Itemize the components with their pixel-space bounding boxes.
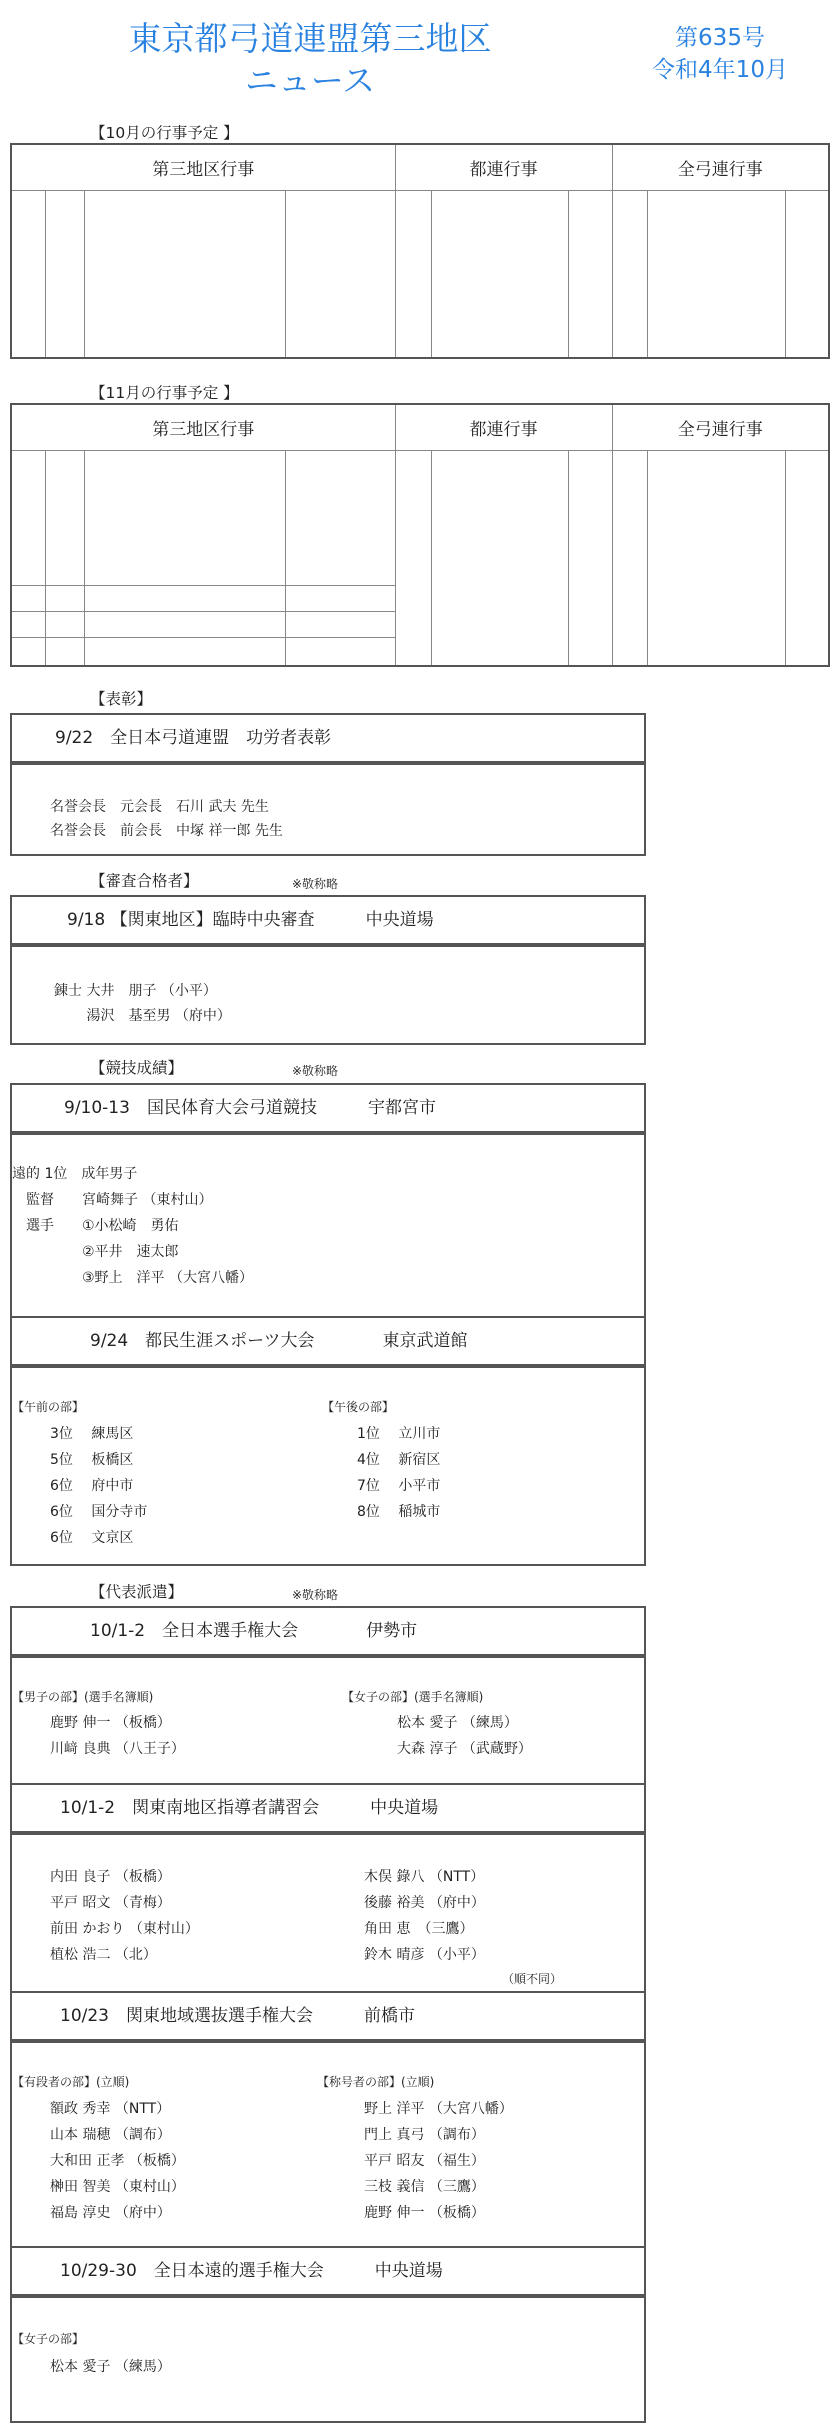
- exam-body: [10, 945, 646, 1045]
- rank: 4位: [357, 1452, 380, 1468]
- comp2-body: [10, 1366, 646, 1566]
- rep1-left-head: 【男子の部】(選手名簿順): [12, 1690, 154, 1704]
- rep1-title: 10/1-2 全日本選手権大会 伊勢市: [10, 1606, 646, 1656]
- oct-toren-cell: [395, 191, 612, 359]
- rep2-title: 10/1-2 関東南地区指導者講習会 中央道場: [10, 1783, 646, 1833]
- issue-date: 令和4年10月: [652, 57, 788, 83]
- rep1-right-head: 【女子の部】(選手名簿順): [342, 1690, 484, 1704]
- comp2-left-row: [50, 1503, 147, 1521]
- comp1-line: ②平井 速太郎: [12, 1244, 179, 1260]
- rank: 3位: [50, 1426, 73, 1442]
- oct-schedule-label: 【10月の行事予定 】: [90, 124, 239, 142]
- team: 府中市: [91, 1478, 134, 1494]
- comp1-line: 選手 ①小松崎 勇佑: [12, 1218, 179, 1234]
- comp2-left-head: 【午前の部】: [12, 1400, 85, 1414]
- rep-label: 【代表派遣】: [90, 1583, 184, 1601]
- nov-schedule-table: [10, 403, 830, 667]
- comp2-left-row: [50, 1425, 133, 1443]
- title-line-1: 東京都弓道連盟第三地区: [128, 19, 492, 58]
- award-title: 9/22 全日本弓道連盟 功労者表彰: [10, 713, 646, 763]
- team: 小平市: [398, 1478, 441, 1494]
- rank: 8位: [357, 1504, 380, 1520]
- oct-district-cell: [11, 191, 395, 359]
- rep3-left-line: 山本 瑞穂 （調布）: [50, 2127, 171, 2143]
- comp1-title: 9/10-13 国民体育大会弓道競技 宇都宮市: [10, 1083, 646, 1133]
- rep3-left-line: 福島 淳史 （府中）: [50, 2205, 171, 2221]
- team: 稲城市: [398, 1504, 441, 1520]
- comp-label: 【競技成績】: [90, 1059, 184, 1077]
- comp2-title: 9/24 都民生涯スポーツ大会 東京武道館: [10, 1316, 646, 1366]
- rep3-left-line: 額政 秀幸 （NTT）: [50, 2101, 171, 2117]
- comp2-right-row: [357, 1477, 440, 1495]
- rank: 6位: [50, 1530, 73, 1546]
- rep1-left-line: 川﨑 良典 （八王子）: [50, 1741, 185, 1757]
- team: 国分寺市: [91, 1504, 148, 1520]
- rep2-right-line: 木俣 錄八 （NTT）: [364, 1869, 485, 1885]
- exam-label: 【審査合格者】: [90, 872, 199, 890]
- team: 立川市: [398, 1426, 441, 1442]
- comp2-left-row: [50, 1529, 133, 1547]
- award-line: 名誉会長 前会長 中塚 祥一郎 先生: [50, 823, 283, 839]
- award-line: 名誉会長 元会長 石川 武夫 先生: [50, 799, 269, 815]
- nov-col-zenkyu: 全弓連行事: [612, 404, 829, 451]
- rank: 6位: [50, 1478, 73, 1494]
- rep2-left-line: 植松 浩二 （北）: [50, 1947, 157, 1963]
- rep3-left-line: 榊田 智美 （東村山）: [50, 2179, 185, 2195]
- rank: 5位: [50, 1452, 73, 1468]
- title-line-2: ニュース: [244, 61, 376, 100]
- rep4-title: 10/29-30 全日本遠的選手権大会 中央道場: [10, 2246, 646, 2296]
- issue-number: 第635号: [675, 25, 765, 51]
- comp1-line: 遠的 1位 成年男子: [12, 1166, 138, 1182]
- comp1-line: 監督 宮崎舞子 （東村山）: [12, 1192, 213, 1208]
- nov-district-cell: [11, 451, 395, 667]
- award-label: 【表彰】: [90, 690, 153, 708]
- team: 板橋区: [91, 1452, 134, 1468]
- oct-col-zenkyu: 全弓連行事: [612, 144, 829, 191]
- rep2-note: （順不同）: [502, 1972, 563, 1986]
- oct-zenkyu-cell: [612, 191, 829, 359]
- rep4-head: 【女子の部】: [12, 2332, 85, 2346]
- rank: 6位: [50, 1504, 73, 1520]
- issue-info: [650, 22, 790, 86]
- rep1-right-line: 大森 淳子 （武蔵野）: [397, 1741, 532, 1757]
- comp1-body: [10, 1133, 646, 1318]
- comp-note: ※敬称略: [292, 1064, 339, 1078]
- exam-line: 錬士 大井 朋子 （小平）: [54, 983, 217, 999]
- rep3-right-line: 鹿野 伸一 （板橋）: [364, 2205, 485, 2221]
- rep4-line: 松本 愛子 （練馬）: [50, 2359, 171, 2375]
- nov-col-district: 第三地区行事: [11, 404, 395, 451]
- rep3-right-line: 野上 洋平 （大宮八幡）: [364, 2101, 513, 2117]
- rep1-body: [10, 1656, 646, 1785]
- oct-schedule-table: [10, 143, 830, 359]
- newsletter-title: [100, 18, 520, 102]
- nov-col-toren: 都連行事: [395, 404, 612, 451]
- team: 文京区: [91, 1530, 134, 1546]
- comp2-left-row: [50, 1451, 133, 1469]
- rep-note: ※敬称略: [292, 1588, 339, 1602]
- rep3-right-line: 平戸 昭友 （福生）: [364, 2153, 485, 2169]
- rep3-right-line: 三枝 義信 （三鷹）: [364, 2179, 485, 2195]
- rep2-left-line: 前田 かおり （東村山）: [50, 1921, 199, 1937]
- rank: 1位: [357, 1426, 380, 1442]
- nov-zenkyu-cell: [612, 451, 829, 667]
- rep2-right-line: 後藤 裕美 （府中）: [364, 1895, 485, 1911]
- rep1-right-line: 松本 愛子 （練馬）: [397, 1715, 518, 1731]
- exam-line: 湯沢 基至男 （府中）: [54, 1008, 231, 1024]
- rep2-right-line: 角田 恵 （三鷹）: [364, 1921, 474, 1937]
- rep2-left-line: 平戸 昭文 （青梅）: [50, 1895, 171, 1911]
- rep4-body: [10, 2296, 646, 2423]
- rep2-body: [10, 1833, 646, 1993]
- exam-note: ※敬称略: [292, 877, 339, 891]
- rep3-body: [10, 2041, 646, 2248]
- nov-toren-cell: [395, 451, 612, 667]
- comp2-left-row: [50, 1477, 133, 1495]
- oct-col-district: 第三地区行事: [11, 144, 395, 191]
- nov-schedule-label: 【11月の行事予定 】: [90, 384, 239, 402]
- rep1-left-line: 鹿野 伸一 （板橋）: [50, 1715, 171, 1731]
- comp2-right-head: 【午後の部】: [322, 1400, 395, 1414]
- rank: 7位: [357, 1478, 380, 1494]
- rep3-left-line: 大和田 正孝 （板橋）: [50, 2153, 185, 2169]
- rep3-right-head: 【称号者の部】(立順): [317, 2075, 435, 2089]
- team: 新宿区: [398, 1452, 441, 1468]
- rep2-left-line: 内田 良子 （板橋）: [50, 1869, 171, 1885]
- team: 練馬区: [91, 1426, 134, 1442]
- exam-title: 9/18 【関東地区】臨時中央審査 中央道場: [10, 895, 646, 945]
- rep2-right-line: 鈴木 晴彦 （小平）: [364, 1947, 485, 1963]
- oct-col-toren: 都連行事: [395, 144, 612, 191]
- comp2-right-row: [357, 1503, 440, 1521]
- rep3-title: 10/23 関東地域選抜選手権大会 前橋市: [10, 1991, 646, 2041]
- rep3-right-line: 門上 真弓 （調布）: [364, 2127, 485, 2143]
- comp2-right-row: [357, 1451, 440, 1469]
- rep3-left-head: 【有段者の部】(立順): [12, 2075, 130, 2089]
- award-body: [10, 763, 646, 856]
- comp1-line: ③野上 洋平 （大宮八幡）: [12, 1270, 253, 1286]
- comp2-right-row: [357, 1425, 440, 1443]
